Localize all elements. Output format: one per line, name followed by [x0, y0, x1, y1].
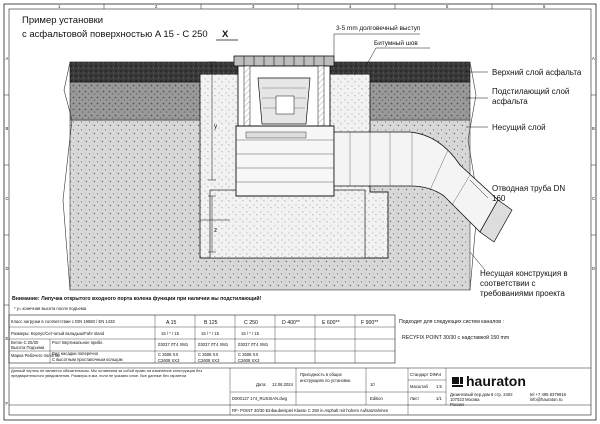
code3-b125: C2608 XX3 — [198, 358, 220, 363]
purpose-line-2: инструкциях по установке. — [300, 378, 352, 383]
frame-col-1: 1 — [58, 4, 61, 9]
frame-row-a: A — [5, 56, 9, 61]
row-label-load-class: Класс нагрузки в соответствии с DIN 19580 / EN 1433 — [11, 319, 115, 324]
cross-section — [63, 34, 512, 290]
label-base-asphalt-2: асфальта — [492, 97, 528, 106]
sheet-value: 1/1 — [436, 396, 442, 401]
sub-row-ring: С высотным проставочным кольцом — [52, 357, 123, 362]
date-label: Дата: — [256, 382, 267, 387]
sheet-label: Лист — [410, 396, 420, 401]
sub-row-vertical: Рост Вертикальное прибл. — [52, 340, 104, 345]
label-base-asphalt-1: Подстилающий слой — [492, 87, 570, 96]
suitable-heading: Подходит для следующих систем каналов : — [399, 319, 504, 325]
label-outlet-pipe-2: 160 — [492, 194, 506, 203]
dim-b125: 15 / * / 15 — [201, 331, 219, 336]
frame-col-5: 5 — [446, 4, 449, 9]
row-label-dimensions: Размеры: Корпус/Сетчатый вкладыш/Fahr stand — [11, 331, 105, 336]
phone: tel +7 495 8379916 — [530, 392, 566, 397]
suitable-product: RECYFIX POINT 30/30 с надставкой 150 mm — [402, 335, 510, 341]
spec-table — [9, 315, 395, 363]
label-outlet-pipe-1: Отводная труба DN — [492, 184, 566, 193]
code2-c250: C 2608 XX — [238, 352, 259, 357]
label-structure-2: соответствии с — [480, 279, 536, 288]
label-structure-1: Несущая конструкция в — [480, 269, 568, 278]
label-bearing-layer: Несущий слой — [492, 123, 546, 132]
scale-label: Масштаб — [410, 384, 428, 389]
sheet-number: 10 — [370, 382, 375, 387]
dim-c250: 15 / * / 15 — [241, 331, 259, 336]
email: info@hauraton.ru — [530, 397, 563, 402]
sheet-edition: Edition — [370, 396, 383, 401]
standard-label: Стандарт DIN — [410, 372, 437, 377]
class-d400: D 400** — [282, 320, 300, 326]
frame-col-4: 4 — [349, 4, 352, 9]
frame-row-c-right: C — [592, 196, 596, 201]
label-gap: 3-5 mm долговечный выступ — [336, 25, 421, 32]
address-line-1: Дезинговый пер.дом 6 стр. 2402 — [450, 392, 513, 397]
drawing-caption: RF- POINT 30/30 Einbaubeispiel Klasse C 250 in Asphalt mit hohem Aufsatzrahmen — [232, 408, 389, 413]
standard-value: A4 — [436, 372, 442, 377]
label-structure-3: требованиями проекта — [480, 289, 565, 298]
frame-col-2: 2 — [155, 4, 158, 9]
label-bitumen-seam: Битумный шов — [374, 40, 418, 47]
doc-number: D000127 174_RUSSIAN.dwg — [232, 396, 287, 401]
side-label-concrete: Бетон C 25/30 — [11, 340, 39, 345]
address-line-3: Россия — [450, 402, 464, 407]
class-f900: F 900** — [361, 320, 379, 326]
frame-row-b-right: B — [592, 126, 595, 131]
frame-col-6: 6 — [543, 4, 546, 9]
frame-row-f: F — [5, 401, 9, 406]
brand-name: hauraton — [466, 373, 526, 389]
scale-value: 1:5 — [436, 384, 442, 389]
code1-b125: 03037 ЛТ4 ХМ1 — [198, 342, 229, 347]
label-top-asphalt: Верхний слой асфальта — [492, 68, 582, 77]
hauraton-logo — [452, 373, 526, 389]
dimension-y: y — [214, 123, 218, 130]
code1-a15: 03037 ЛТ4 ХМ1 — [158, 342, 189, 347]
purpose-line-1: Пригодность в общих — [300, 372, 342, 377]
disclaimer: Данный чертеж не является обязательным. Мы оставляем за собой право на изменение конструкции без предварительного уведомления. Размеры в мм, если не указано иное. Все данные без гарантии. — [11, 369, 203, 378]
dim-a15: 15 / * / 15 — [161, 331, 179, 336]
dimension-z: z — [214, 227, 218, 234]
address-line-2: 107023 Москва — [450, 397, 480, 402]
footnote: * y= конечная высота после подъема — [14, 306, 87, 311]
code1-c250: 03037 ЛТ4 ХМ1 — [238, 342, 269, 347]
frame-col-3: 3 — [252, 4, 255, 9]
frame-row-a-right: A — [592, 56, 595, 61]
class-c250: C 250 — [244, 320, 258, 326]
frame-row-d: D — [5, 266, 9, 271]
code3-c250: C2608 XX3 — [238, 358, 260, 363]
code2-a15: C 2608 XX — [158, 352, 179, 357]
title-marker: X — [222, 29, 229, 40]
code2-b125: C 2608 XX — [198, 352, 219, 357]
warning-note: Внимание: Липучка открытого входного порта колена функции при наличии вы подстилающий! — [12, 296, 262, 302]
class-e600: E 600** — [322, 320, 340, 326]
class-b125: B 125 — [204, 320, 218, 326]
frame-row-d-right: D — [592, 266, 596, 271]
code3-a15: C2608 XX3 — [158, 358, 180, 363]
sub-row-insert: Вид насадки поперечно — [52, 351, 99, 356]
side-label-brand: Марка Рабочего полотна — [11, 353, 60, 358]
frame-row-e: E — [5, 336, 9, 341]
side-label-height: Высота Подъема — [11, 345, 45, 350]
title-line-2: с асфальтовой поверхностью A 15 - C 250 — [22, 29, 208, 40]
title-line-1: Пример установки — [22, 15, 104, 26]
frame-row-b: B — [5, 126, 9, 131]
frame-row-c: C — [5, 196, 9, 201]
class-a15: A 15 — [166, 320, 177, 326]
date-value: 12.06.2024 — [272, 382, 293, 387]
